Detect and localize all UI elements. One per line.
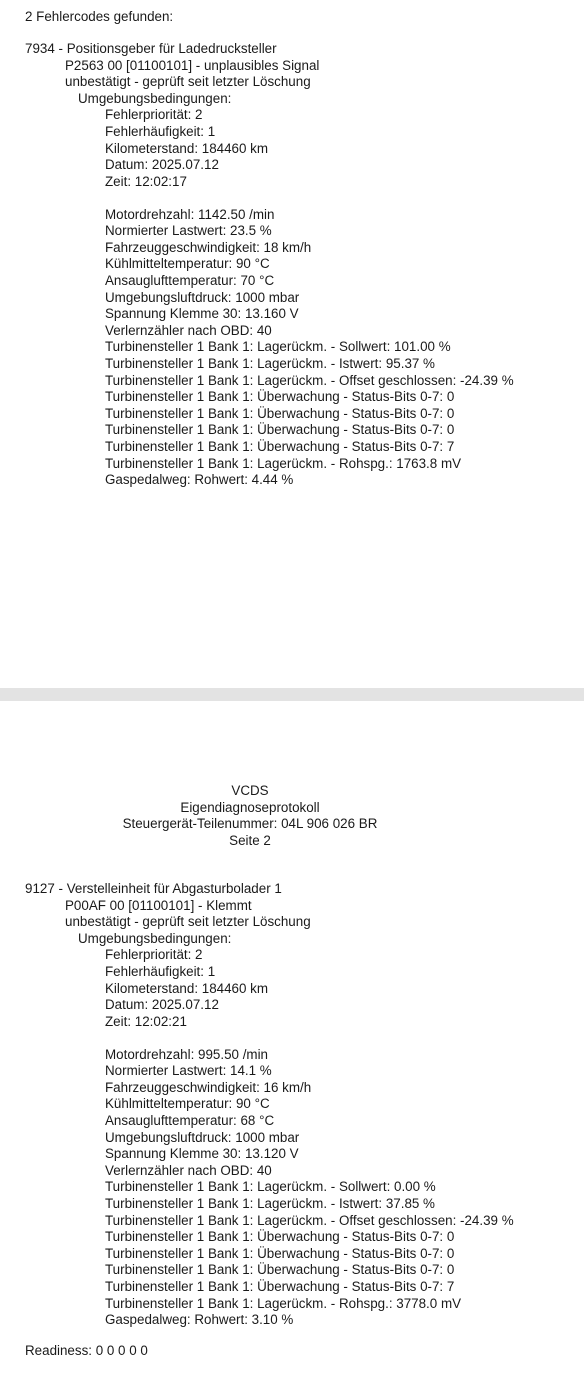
meta-time: Zeit: 12:02:21 — [105, 1013, 187, 1029]
value-intake-temp: Ansauglufttemperatur: 68 °C — [105, 1112, 275, 1128]
fault-dtc-line: P00AF 00 [01100101] - Klemmt — [65, 897, 252, 913]
value-load: Normierter Lastwert: 14.1 % — [105, 1063, 272, 1079]
value-voltage-kl30: Spannung Klemme 30: 13.120 V — [105, 1146, 299, 1162]
environment-header: Umgebungsbedingungen: — [78, 930, 232, 946]
value-voltage-kl30: Spannung Klemme 30: 13.160 V — [105, 306, 299, 322]
fault-status-line: unbestätigt - geprüft seit letzter Löschung — [65, 74, 311, 90]
meta-mileage: Kilometerstand: 184460 km — [105, 980, 269, 996]
report-page-1 — [0, 0, 584, 688]
meta-priority: Fehlerpriorität: 2 — [105, 107, 203, 123]
page-separator — [0, 688, 584, 701]
value-turbo-raw-voltage: Turbinensteller 1 Bank 1: Lagerückm. - Rohspg.: 3778.0 mV — [105, 1295, 462, 1311]
meta-frequency: Fehlerhäufigkeit: 1 — [105, 123, 216, 139]
report-title: Eigendiagnoseprotokoll — [180, 799, 320, 815]
meta-time: Zeit: 12:02:17 — [105, 173, 187, 189]
value-intake-temp: Ansauglufttemperatur: 70 °C — [105, 272, 275, 288]
report-app-name: VCDS — [231, 783, 269, 798]
value-pedal-raw: Gaspedalweg: Rohwert: 4.44 % — [105, 472, 294, 488]
fault-meta-list — [0, 107, 584, 190]
value-ambient-pressure: Umgebungsluftdruck: 1000 mbar — [105, 1129, 300, 1145]
value-turbo-setpoint: Turbinensteller 1 Bank 1: Lagerückm. - Sollwert: 101.00 % — [105, 339, 451, 355]
value-turbo-actual: Turbinensteller 1 Bank 1: Lagerückm. - Istwert: 37.85 % — [105, 1195, 435, 1211]
value-turbo-status-bits: Turbinensteller 1 Bank 1: Überwachung - Status-Bits 0-7: 0 — [105, 1262, 455, 1278]
value-pedal-raw: Gaspedalweg: Rohwert: 3.10 % — [105, 1312, 294, 1328]
value-vehicle-speed: Fahrzeuggeschwindigkeit: 16 km/h — [105, 1079, 312, 1095]
value-turbo-actual: Turbinensteller 1 Bank 1: Lagerückm. - Istwert: 95.37 % — [105, 355, 435, 371]
value-turbo-status-bits: Turbinensteller 1 Bank 1: Überwachung - Status-Bits 0-7: 0 — [105, 405, 455, 421]
value-turbo-status-bits: Turbinensteller 1 Bank 1: Überwachung - Status-Bits 0-7: 0 — [105, 1229, 455, 1245]
value-obd-counter: Verlernzähler nach OBD: 40 — [105, 322, 272, 338]
value-turbo-status-bits: Turbinensteller 1 Bank 1: Überwachung - Status-Bits 0-7: 0 — [105, 1245, 455, 1261]
value-turbo-offset: Turbinensteller 1 Bank 1: Lagerückm. - Offset geschlossen: -24.39 % — [105, 1212, 514, 1228]
fault-status-line: unbestätigt - geprüft seit letzter Löschung — [65, 914, 311, 930]
value-engine-speed: Motordrehzahl: 1142.50 /min — [105, 206, 275, 222]
meta-frequency: Fehlerhäufigkeit: 1 — [105, 963, 216, 979]
environment-header: Umgebungsbedingungen: — [78, 90, 232, 106]
value-turbo-offset: Turbinensteller 1 Bank 1: Lagerückm. - Offset geschlossen: -24.39 % — [105, 372, 514, 388]
meta-priority: Fehlerpriorität: 2 — [105, 947, 203, 963]
meta-date: Datum: 2025.07.12 — [105, 157, 219, 173]
report-page-2 — [0, 701, 584, 1380]
value-engine-speed: Motordrehzahl: 995.50 /min — [105, 1046, 269, 1062]
fault-dtc-line: P2563 00 [01100101] - unplausibles Signal — [65, 57, 320, 73]
value-load: Normierter Lastwert: 23.5 % — [105, 223, 272, 239]
fault-count-summary: 2 Fehlercodes gefunden: — [25, 9, 174, 24]
value-turbo-setpoint: Turbinensteller 1 Bank 1: Lagerückm. - Sollwert: 0.00 % — [105, 1179, 436, 1195]
freeze-frame-values — [0, 207, 584, 489]
value-turbo-status-bits: Turbinensteller 1 Bank 1: Überwachung - Status-Bits 0-7: 7 — [105, 438, 455, 454]
value-ambient-pressure: Umgebungsluftdruck: 1000 mbar — [105, 289, 300, 305]
value-turbo-status-bits: Turbinensteller 1 Bank 1: Überwachung - Status-Bits 0-7: 0 — [105, 422, 455, 438]
value-vehicle-speed: Fahrzeuggeschwindigkeit: 18 km/h — [105, 239, 312, 255]
part-number: Steuergerät-Teilenummer: 04L 906 026 BR — [122, 816, 378, 832]
meta-mileage: Kilometerstand: 184460 km — [105, 140, 269, 156]
readiness-status: Readiness: 0 0 0 0 0 — [25, 1343, 148, 1358]
value-turbo-status-bits: Turbinensteller 1 Bank 1: Überwachung - Status-Bits 0-7: 7 — [105, 1278, 455, 1294]
fault-code-line: 9127 - Verstelleinheit für Abgasturbolader 1 — [25, 881, 282, 896]
value-coolant-temp: Kühlmitteltemperatur: 90 °C — [105, 1096, 270, 1112]
page-number: Seite 2 — [229, 832, 271, 848]
meta-date: Datum: 2025.07.12 — [105, 997, 219, 1013]
value-turbo-status-bits: Turbinensteller 1 Bank 1: Überwachung - Status-Bits 0-7: 0 — [105, 389, 455, 405]
value-turbo-raw-voltage: Turbinensteller 1 Bank 1: Lagerückm. - Rohspg.: 1763.8 mV — [105, 455, 462, 471]
value-obd-counter: Verlernzähler nach OBD: 40 — [105, 1162, 272, 1178]
freeze-frame-values — [0, 1047, 584, 1329]
value-coolant-temp: Kühlmitteltemperatur: 90 °C — [105, 256, 270, 272]
fault-meta-list — [0, 947, 584, 1030]
fault-code-line: 7934 - Positionsgeber für Ladedrucksteller — [25, 41, 277, 56]
